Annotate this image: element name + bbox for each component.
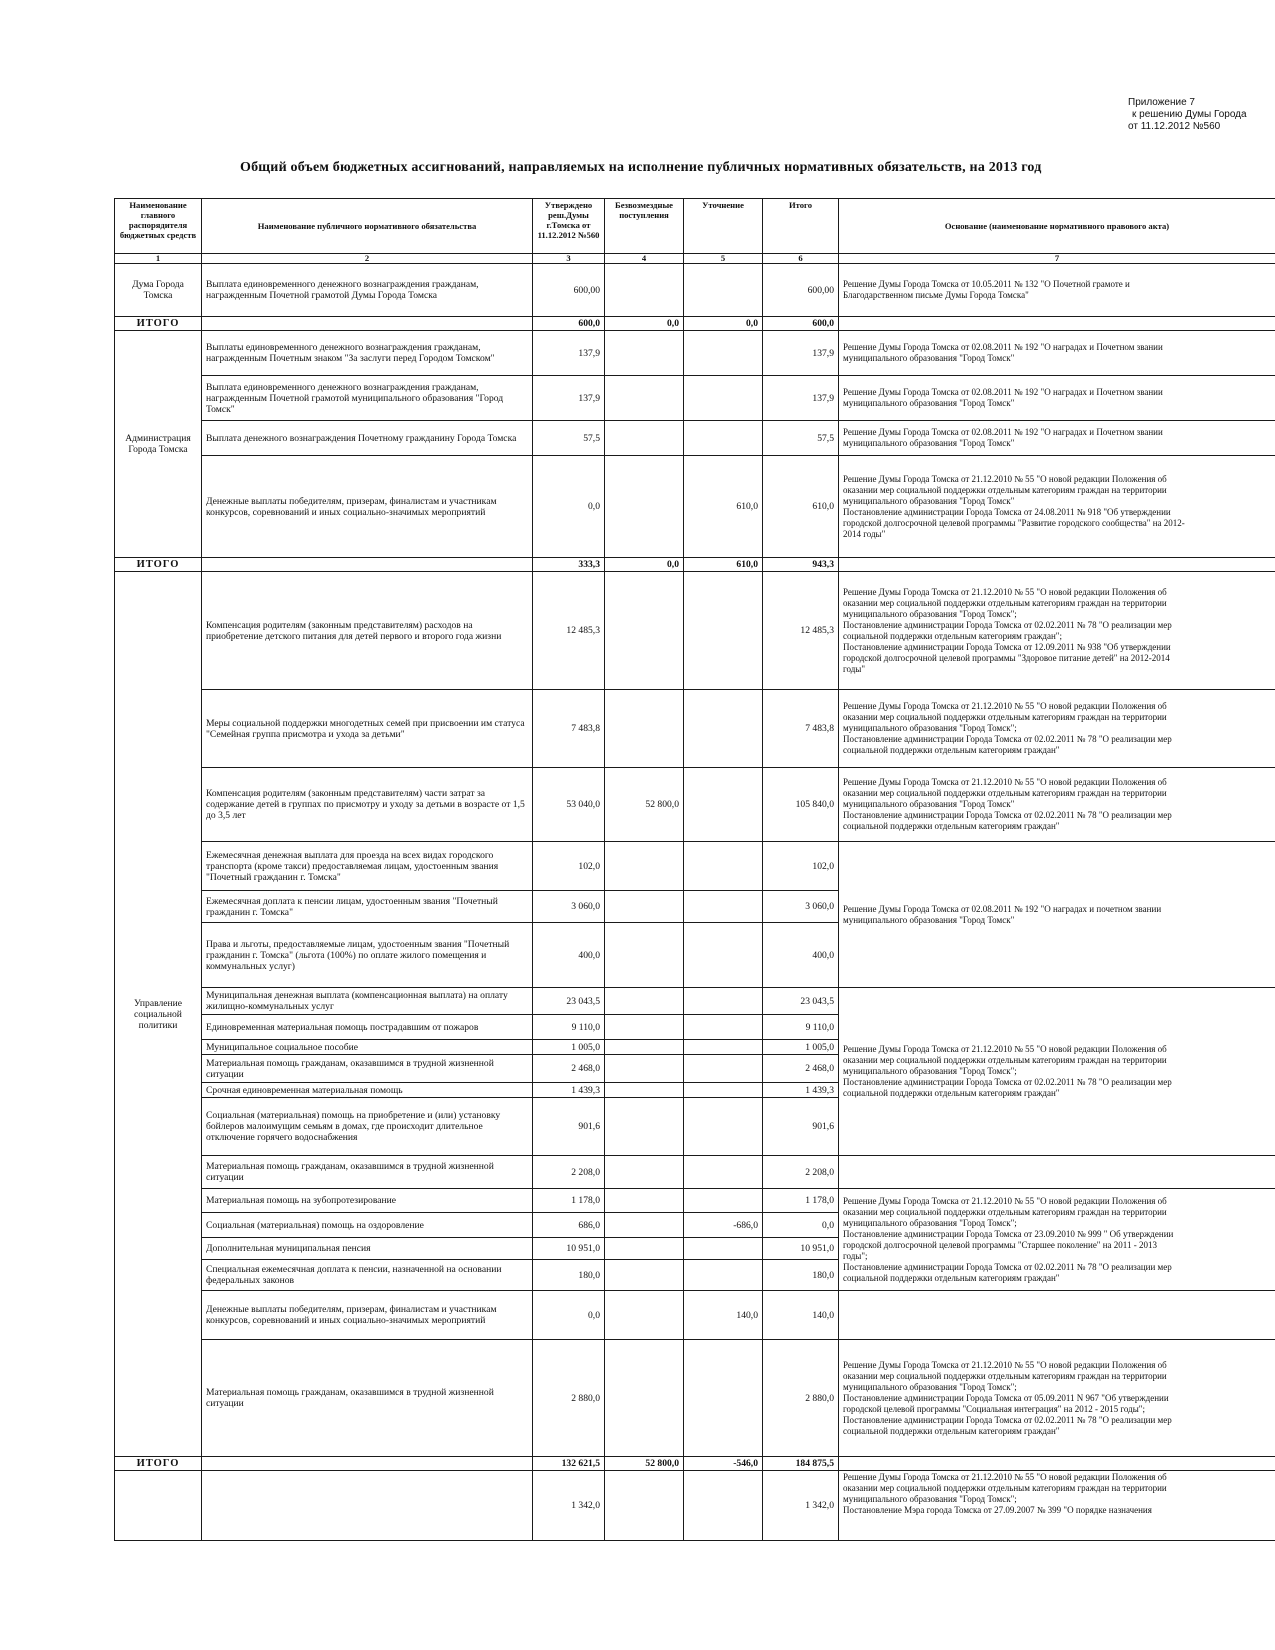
obligation-cell: Социальная (материальная) помощь на приобретение и (или) установку бойлеров малоимущим семьям в домах, где происходит длительное отключение горячего водоснабжения — [202, 1098, 533, 1156]
adjustment-cell — [684, 1055, 763, 1083]
approved-cell: 686,0 — [533, 1213, 605, 1238]
total-cell: 2 208,0 — [763, 1156, 839, 1189]
appendix-line: Приложение 7 — [1128, 97, 1195, 108]
grants-cell — [605, 1040, 684, 1055]
basis-line: Решение Думы Города Томска от 21.12.2010 № 55 "О новой редакции Положения об — [843, 1359, 1167, 1370]
basis-line: социальной поддержки отдельным категориям граждан" — [843, 1088, 1060, 1098]
basis-line: Постановление администрации Города Томска от 05.09.2011 N 967 "Об утверждении — [843, 1392, 1169, 1403]
basis-line: муниципального образования "Город Томск"; — [843, 1494, 1017, 1504]
basis-line: Решение Думы Города Томска от 02.08.2011 № 192 "О наградах и почетном звании — [843, 903, 1162, 914]
grants-cell — [605, 1260, 684, 1291]
basis-line: городской целевой программы "Социальная интеграция" на 2012 - 2015 годы"; — [843, 1403, 1145, 1414]
total-cell: 2 468,0 — [763, 1055, 839, 1083]
adjustment-cell — [684, 690, 763, 768]
basis-line: Решение Думы Города Томска от 21.12.2010 № 55 "О новой редакции Положения об — [843, 701, 1167, 711]
table-row — [115, 572, 1275, 690]
total-cell: 57,5 — [763, 421, 839, 456]
total-cell: 102,0 — [763, 842, 839, 891]
adjustment-cell — [684, 842, 763, 891]
basis-cell — [839, 1471, 1275, 1541]
basis-line: городской долгосрочной целевой программы "Развитие городского сообщества" на 2012- — [843, 517, 1185, 528]
adjustment-cell — [684, 1098, 763, 1156]
total-cell: 140,0 — [763, 1291, 839, 1340]
grants-cell — [605, 1471, 684, 1541]
obligation-cell: Компенсация родителям (законным представителям) расходов на приобретение детского питания для детей первого и второго года жизни — [202, 572, 533, 690]
grants-cell: 52 800,0 — [605, 1457, 684, 1471]
adjustment-cell — [684, 768, 763, 842]
grants-cell — [605, 264, 684, 317]
obligation-cell: Специальная ежемесячная доплата к пенсии, назначенной на основании федеральных законов — [202, 1260, 533, 1291]
basis-cell — [839, 572, 1275, 690]
table-row — [115, 988, 1275, 1015]
column-number: 5 — [684, 254, 763, 264]
empty-cell — [839, 1156, 1275, 1189]
total-cell: 9 110,0 — [763, 1015, 839, 1040]
total-label: ИТОГО — [115, 1457, 202, 1471]
grants-cell — [605, 891, 684, 923]
grants-cell — [605, 331, 684, 376]
approved-cell: 1 178,0 — [533, 1189, 605, 1213]
basis-line: Постановление администрации Города Томска от 02.02.2011 № 78 "О реализации мер — [843, 1414, 1172, 1425]
obligation-cell: Социальная (материальная) помощь на оздоровление — [202, 1213, 533, 1238]
obligation-cell: Срочная единовременная материальная помощь — [202, 1083, 533, 1098]
approved-cell: 1 005,0 — [533, 1040, 605, 1055]
org-cell: Дума Города Томска — [115, 264, 202, 317]
total-cell: 2 880,0 — [763, 1340, 839, 1457]
grants-cell — [605, 421, 684, 456]
approved-cell: 137,9 — [533, 376, 605, 421]
page-title: Общий объем бюджетных ассигнований, направляемых на исполнение публичных нормативных обязательств, на 2013 год — [240, 160, 1042, 175]
grants-cell — [605, 1340, 684, 1457]
approved-cell: 600,00 — [533, 264, 605, 317]
obligation-cell: Муниципальное социальное пособие — [202, 1040, 533, 1055]
approved-cell: 333,3 — [533, 558, 605, 572]
grants-cell — [605, 1098, 684, 1156]
approved-cell: 400,0 — [533, 923, 605, 988]
approved-cell: 1 439,3 — [533, 1083, 605, 1098]
basis-line: Постановление администрации Города Томска от 24.08.2011 № 918 "Об утверждении — [843, 506, 1171, 517]
grants-cell — [605, 1156, 684, 1189]
basis-line: муниципального образования "Город Томск" — [843, 398, 1015, 408]
adjustment-cell: 0,0 — [684, 317, 763, 331]
total-cell: 400,0 — [763, 923, 839, 988]
adjustment-cell — [684, 1471, 763, 1541]
grants-cell — [605, 572, 684, 690]
adjustment-cell — [684, 891, 763, 923]
grants-cell: 0,0 — [605, 317, 684, 331]
approved-cell: 57,5 — [533, 421, 605, 456]
grants-cell — [605, 1291, 684, 1340]
basis-line: Решение Думы Города Томска от 21.12.2010 № 55 "О новой редакции Положения об — [843, 777, 1167, 787]
basis-line: Постановление администрации Города Томска от 02.02.2011 № 78 "О реализации мер — [843, 810, 1172, 820]
basis-line: Постановление администрации Города Томска от 02.02.2011 № 78 "О реализации мер — [843, 1261, 1172, 1272]
total-cell: 600,0 — [763, 317, 839, 331]
basis-line: Решение Думы Города Томска от 21.12.2010 № 55 "О новой редакции Положения об — [843, 1044, 1167, 1054]
column-number: 6 — [763, 254, 839, 264]
total-cell: 1 178,0 — [763, 1189, 839, 1213]
basis-line: социальной поддержки отдельным категориям граждан" — [843, 1425, 1060, 1436]
adjustment-cell — [684, 331, 763, 376]
adjustment-cell — [684, 1083, 763, 1098]
basis-line: оказании мер социальной поддержки отдельным категориям граждан на территории — [843, 597, 1167, 608]
basis-cell — [839, 331, 1275, 376]
basis-cell — [839, 690, 1275, 768]
column-number: 2 — [202, 254, 533, 264]
adjustment-cell — [684, 264, 763, 317]
basis-line: оказании мер социальной поддержки отдельным категориям граждан на территории — [843, 788, 1167, 798]
basis-line: социальной поддержки отдельным категориям граждан"; — [843, 630, 1062, 641]
approved-cell: 132 621,5 — [533, 1457, 605, 1471]
basis-line: оказании мер социальной поддержки отдельным категориям граждан на территории — [843, 484, 1167, 495]
obligation-cell: Денежные выплаты победителям, призерам, финалистам и участникам конкурсов, соревнований и иных социально-значимых мероприятий — [202, 1291, 533, 1340]
grants-cell — [605, 1083, 684, 1098]
obligation-cell: Права и льготы, предоставляемые лицам, удостоенным звания "Почетный гражданин г. Томска" (льгота (100%) по оплате жилого помещения и коммунальных услуг) — [202, 923, 533, 988]
basis-line: Постановление администрации Города Томска от 23.09.2010 № 999 " Об утверждении — [843, 1228, 1174, 1239]
adjustment-cell: 610,0 — [684, 456, 763, 558]
basis-line: годы"; — [843, 1250, 868, 1261]
basis-line: муниципального образования "Город Томск" — [843, 914, 1015, 925]
basis-line: Постановление администрации Города Томска от 02.02.2011 № 78 "О реализации мер — [843, 1077, 1172, 1087]
basis-cell — [839, 456, 1275, 558]
column-number: 4 — [605, 254, 684, 264]
grants-cell: 52 800,0 — [605, 768, 684, 842]
basis-line: Решение Думы Города Томска от 02.08.2011 № 192 "О наградах и Почетном звании — [843, 427, 1163, 437]
header-adjustment: Уточнение — [684, 199, 763, 254]
adjustment-cell — [684, 421, 763, 456]
basis-line: Решение Думы Города Томска от 10.05.2011 № 132 "О Почетной грамоте и — [843, 279, 1130, 289]
basis-line: годы" — [843, 663, 866, 674]
column-number-row — [115, 254, 1275, 264]
basis-line: 2014 годы" — [843, 528, 886, 539]
table-row — [115, 421, 1275, 456]
grants-cell — [605, 690, 684, 768]
grants-cell — [605, 1213, 684, 1238]
total-label: ИТОГО — [115, 558, 202, 572]
basis-line: муниципального образования "Город Томск"; — [843, 1066, 1017, 1076]
grants-cell — [605, 1189, 684, 1213]
table-row — [115, 1156, 1275, 1189]
approved-cell: 9 110,0 — [533, 1015, 605, 1040]
total-cell: 23 043,5 — [763, 988, 839, 1015]
empty-cell — [202, 317, 533, 331]
obligation-cell: Выплаты единовременного денежного вознаграждения гражданам, награжденным Почетным знаком "За заслуги перед Городом Томском" — [202, 331, 533, 376]
org-cell: Администрация Города Томска — [115, 331, 202, 558]
obligation-cell: Выплата денежного вознаграждения Почетному гражданину Города Томска — [202, 421, 533, 456]
basis-line: муниципального образования "Город Томск"; — [843, 723, 1017, 733]
total-row — [115, 317, 1275, 331]
approved-cell: 137,9 — [533, 331, 605, 376]
table-row — [115, 1340, 1275, 1457]
approved-cell: 600,0 — [533, 317, 605, 331]
adjustment-cell — [684, 1238, 763, 1260]
total-cell: 12 485,3 — [763, 572, 839, 690]
obligation-cell: Выплата единовременного денежного вознаграждения гражданам, награжденным Почетной грамотой муниципального образования "Город Томск" — [202, 376, 533, 421]
empty-cell — [202, 1457, 533, 1471]
appendix-note — [1128, 97, 1275, 133]
grants-cell — [605, 842, 684, 891]
total-cell: 943,3 — [763, 558, 839, 572]
basis-line: муниципального образования "Город Томск"; — [843, 608, 1017, 619]
basis-cell — [839, 1340, 1275, 1457]
grants-cell — [605, 1015, 684, 1040]
column-number: 1 — [115, 254, 202, 264]
grants-cell — [605, 456, 684, 558]
grants-cell — [605, 988, 684, 1015]
approved-cell: 7 483,8 — [533, 690, 605, 768]
adjustment-cell: -686,0 — [684, 1213, 763, 1238]
total-cell: 1 439,3 — [763, 1083, 839, 1098]
basis-line: муниципального образования "Город Томск"; — [843, 1217, 1017, 1228]
basis-line: муниципального образования "Город Томск" — [843, 495, 1015, 506]
total-cell: 10 951,0 — [763, 1238, 839, 1260]
total-label: ИТОГО — [115, 317, 202, 331]
total-cell: 1 342,0 — [763, 1471, 839, 1541]
total-cell: 184 875,5 — [763, 1457, 839, 1471]
basis-line: Постановление администрации Города Томска от 12.09.2011 № 938 "Об утверждении — [843, 641, 1171, 652]
approved-cell: 23 043,5 — [533, 988, 605, 1015]
basis-cell — [839, 376, 1275, 421]
total-row — [115, 558, 1275, 572]
basis-line: оказании мер социальной поддержки отдельным категориям граждан на территории — [843, 1483, 1167, 1493]
approved-cell: 12 485,3 — [533, 572, 605, 690]
approved-cell: 1 342,0 — [533, 1471, 605, 1541]
total-cell: 600,00 — [763, 264, 839, 317]
adjustment-cell: 610,0 — [684, 558, 763, 572]
adjustment-cell — [684, 1340, 763, 1457]
basis-line: оказании мер социальной поддержки отдельным категориям граждан на территории — [843, 1370, 1167, 1381]
basis-line: Решение Думы Города Томска от 21.12.2010 № 55 "О новой редакции Положения об — [843, 1472, 1167, 1482]
approved-cell: 3 060,0 — [533, 891, 605, 923]
table-row — [115, 331, 1275, 376]
adjustment-cell — [684, 376, 763, 421]
total-cell: 1 005,0 — [763, 1040, 839, 1055]
adjustment-cell — [684, 1260, 763, 1291]
empty-cell — [839, 558, 1275, 572]
basis-cell — [839, 264, 1275, 317]
adjustment-cell: -546,0 — [684, 1457, 763, 1471]
total-row — [115, 1457, 1275, 1471]
basis-line: Постановление администрации Города Томска от 02.02.2011 № 78 "О реализации мер — [843, 734, 1172, 744]
header-basis: Основание (наименование нормативного правового акта) — [839, 199, 1275, 254]
approved-cell: 2 208,0 — [533, 1156, 605, 1189]
basis-line: муниципального образования "Город Томск"; — [843, 1381, 1017, 1392]
obligation-cell: Дополнительная муниципальная пенсия — [202, 1238, 533, 1260]
table-row — [115, 1471, 1275, 1541]
adjustment-cell — [684, 572, 763, 690]
basis-line: Постановление Мэра города Томска от 27.09.2007 № 399 "О порядке назначения — [843, 1505, 1152, 1515]
total-cell: 3 060,0 — [763, 891, 839, 923]
basis-line: Решение Думы Города Томска от 21.12.2010 № 55 "О новой редакции Положения об — [843, 586, 1167, 597]
obligation-cell: Материальная помощь гражданам, оказавшимся в трудной жизненной ситуации — [202, 1055, 533, 1083]
approved-cell: 180,0 — [533, 1260, 605, 1291]
basis-line: Решение Думы Города Томска от 02.08.2011 № 192 "О наградах и Почетном звании — [843, 387, 1163, 397]
obligation-cell: Выплата единовременного денежного вознаграждения гражданам, награжденным Почетной грамотой Думы Города Томска — [202, 264, 533, 317]
basis-cell — [839, 768, 1275, 842]
obligation-cell: Денежные выплаты победителям, призерам, финалистам и участникам конкурсов, соревнований и иных социально-значимых мероприятий — [202, 456, 533, 558]
table-row — [115, 376, 1275, 421]
basis-line: социальной поддержки отдельным категориям граждан" — [843, 745, 1060, 755]
column-number: 7 — [839, 254, 1275, 264]
basis-cell — [839, 988, 1275, 1156]
grants-cell — [605, 923, 684, 988]
approved-cell: 0,0 — [533, 1291, 605, 1340]
adjustment-cell — [684, 1156, 763, 1189]
obligation-cell — [202, 1471, 533, 1541]
total-cell: 137,9 — [763, 331, 839, 376]
total-cell: 7 483,8 — [763, 690, 839, 768]
empty-cell — [202, 558, 533, 572]
header-approved: Утверждено реш.Думы г.Томска от 11.12.2012 №560 — [533, 199, 605, 254]
adjustment-cell: 140,0 — [684, 1291, 763, 1340]
adjustment-cell — [684, 923, 763, 988]
total-cell: 180,0 — [763, 1260, 839, 1291]
obligation-cell: Ежемесячная денежная выплата для проезда на всех видах городского транспорта (кроме такси) предоставляемая лицам, удостоенным звания "Почетный гражданин г. Томска" — [202, 842, 533, 891]
basis-line: социальной поддержки отдельным категориям граждан" — [843, 821, 1060, 831]
adjustment-cell — [684, 1015, 763, 1040]
basis-line: Постановление администрации Города Томска от 02.02.2011 № 78 "О реализации мер — [843, 619, 1172, 630]
approved-cell: 901,6 — [533, 1098, 605, 1156]
approved-cell: 2 880,0 — [533, 1340, 605, 1457]
basis-line: оказании мер социальной поддержки отдельным категориям граждан на территории — [843, 1206, 1167, 1217]
basis-line: Решение Думы Города Томска от 21.12.2010 № 55 "О новой редакции Положения об — [843, 1195, 1167, 1206]
approved-cell: 102,0 — [533, 842, 605, 891]
total-cell: 0,0 — [763, 1213, 839, 1238]
basis-line: муниципального образования "Город Томск" — [843, 799, 1015, 809]
total-cell: 901,6 — [763, 1098, 839, 1156]
approved-cell: 10 951,0 — [533, 1238, 605, 1260]
obligation-cell: Материальная помощь гражданам, оказавшимся в трудной жизненной ситуации — [202, 1156, 533, 1189]
obligation-cell: Компенсация родителям (законным представителям) части затрат за содержание детей в группах по присмотру и уходу за детьми в возрасте от 1,5 до 3,5 лет — [202, 768, 533, 842]
basis-line: Решение Думы Города Томска от 02.08.2011 № 192 "О наградах и Почетном звании — [843, 342, 1163, 352]
empty-cell — [839, 317, 1275, 331]
empty-cell — [839, 1457, 1275, 1471]
approved-cell: 0,0 — [533, 456, 605, 558]
basis-cell — [839, 1189, 1275, 1291]
basis-line: оказании мер социальной поддержки отдельным категориям граждан на территории — [843, 1055, 1167, 1065]
basis-cell — [839, 421, 1275, 456]
header-total: Итого — [763, 199, 839, 254]
appendix-line: от 11.12.2012 №560 — [1128, 121, 1221, 132]
adjustment-cell — [684, 1040, 763, 1055]
basis-line: социальной поддержки отдельным категориям граждан" — [843, 1272, 1060, 1283]
header-obligation: Наименование публичного нормативного обязательства — [202, 199, 533, 254]
table-row — [115, 1189, 1275, 1213]
grants-cell — [605, 1238, 684, 1260]
obligations-table — [114, 198, 1275, 1541]
table-row — [115, 768, 1275, 842]
basis-line: Благодарственном письме Думы Города Томска" — [843, 290, 1029, 300]
obligation-cell: Единовременная материальная помощь пострадавшим от пожаров — [202, 1015, 533, 1040]
adjustment-cell — [684, 988, 763, 1015]
grants-cell — [605, 1055, 684, 1083]
total-cell: 137,9 — [763, 376, 839, 421]
grants-cell: 0,0 — [605, 558, 684, 572]
table-row — [115, 264, 1275, 317]
table-row — [115, 456, 1275, 558]
basis-line: муниципального образования "Город Томск" — [843, 353, 1015, 363]
approved-cell: 2 468,0 — [533, 1055, 605, 1083]
obligation-cell: Муниципальная денежная выплата (компенсационная выплата) на оплату жилищно-коммунальных услуг — [202, 988, 533, 1015]
appendix-line: к решению Думы Города — [1132, 109, 1247, 120]
total-cell: 610,0 — [763, 456, 839, 558]
approved-cell: 53 040,0 — [533, 768, 605, 842]
basis-cell — [839, 842, 1275, 988]
obligation-cell: Ежемесячная доплата к пенсии лицам, удостоенным звания "Почетный гражданин г. Томска" — [202, 891, 533, 923]
basis-line: оказании мер социальной поддержки отдельным категориям граждан на территории — [843, 712, 1167, 722]
empty-cell — [839, 1291, 1275, 1340]
header-grants: Безвозмездные поступления — [605, 199, 684, 254]
obligation-cell: Материальная помощь гражданам, оказавшимся в трудной жизненной ситуации — [202, 1340, 533, 1457]
obligation-cell: Меры социальной поддержки многодетных семей при присвоении им статуса "Семейная группа присмотра и ухода за детьми" — [202, 690, 533, 768]
header-row — [115, 199, 1275, 254]
table-row — [115, 1291, 1275, 1340]
obligation-cell: Материальная помощь на зубопротезирование — [202, 1189, 533, 1213]
adjustment-cell — [684, 1189, 763, 1213]
basis-line: городской долгосрочной целевой программы "Здоровое питание детей" на 2012-2014 — [843, 652, 1170, 663]
basis-line: муниципального образования "Город Томск" — [843, 438, 1015, 448]
total-cell: 105 840,0 — [763, 768, 839, 842]
basis-line: Решение Думы Города Томска от 21.12.2010 № 55 "О новой редакции Положения об — [843, 473, 1167, 484]
column-number: 3 — [533, 254, 605, 264]
basis-line: городской долгосрочной целевой программы "Старшее поколение" на 2011 - 2013 — [843, 1239, 1157, 1250]
header-org: Наименование главного распорядителя бюджетных средств — [115, 199, 202, 254]
grants-cell — [605, 376, 684, 421]
table-row — [115, 690, 1275, 768]
org-cell — [115, 1471, 202, 1541]
org-cell: Управление социальной политики — [115, 572, 202, 1457]
table-row — [115, 842, 1275, 891]
